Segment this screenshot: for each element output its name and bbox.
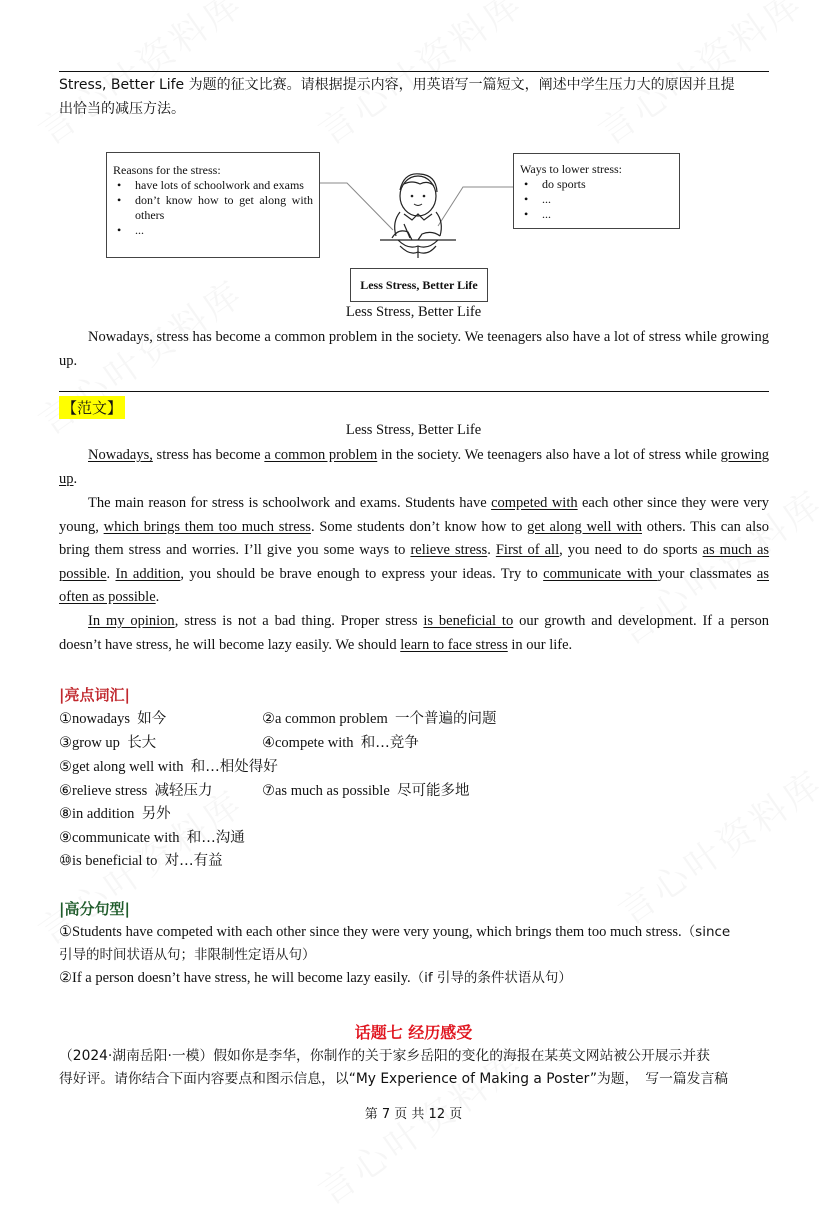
diagram-title-box — [350, 268, 488, 302]
highlighted-phrase: In my opinion — [88, 613, 175, 629]
prompt-title: Less Stress, Better Life — [345, 304, 482, 320]
vocab-english: as much as possible — [275, 783, 398, 799]
reason-item: • don’t know how to get along with others — [135, 193, 313, 223]
vocab-english: in addition — [72, 806, 142, 822]
highlighted-phrase: growing up — [59, 447, 769, 487]
sentence-2-text: ②If a person doesn’t have stress, he will become lazy easily. — [59, 970, 411, 986]
vocab-chinese: 减轻压力 — [154, 783, 213, 799]
highlighted-phrase: as much as possible — [59, 542, 770, 582]
essay-text: The main reason for stress is schoolwork and exams. Students have — [88, 495, 492, 511]
vocab-chinese: 另外 — [141, 806, 171, 822]
vocab-english: a common problem — [275, 711, 396, 727]
vocab-number: ① — [59, 711, 72, 727]
page-footer: 第 7 页 共 12 页 — [364, 1107, 463, 1122]
vocab-number: ④ — [262, 735, 275, 751]
vocab-chinese: 和…相处得好 — [190, 759, 278, 775]
essay-text: stress has become — [152, 447, 265, 463]
sentence-2-note: （if 引导的条件状语从句） — [410, 970, 572, 986]
sentence-1-note-cont: 引导的时间状语从句；非限制性定语从句） — [59, 947, 316, 963]
highlighted-phrase: communicate with — [543, 565, 658, 582]
sentence-1-text: ①Students have competed with each other since they were very young, which brings them too much stress. — [59, 924, 682, 940]
vocab-number: ⑥ — [59, 783, 72, 799]
reason-item: • ... — [135, 223, 313, 238]
vocab-item — [262, 779, 470, 800]
vocab-number: ③ — [59, 735, 72, 751]
essay-text: our growth and development. If a person doesn’t have stress, he will become lazy easily. We should — [59, 613, 769, 653]
sentence-2 — [59, 967, 769, 990]
sentence-1-note: （since — [681, 924, 731, 940]
vocab-chinese: 一个普遍的问题 — [395, 711, 497, 727]
vocab-number: ⑦ — [262, 783, 275, 799]
highlighted-phrase: is beneficial to — [423, 613, 514, 629]
vocab-heading: |亮点词汇| — [59, 686, 130, 704]
essay-text: . — [487, 542, 496, 558]
reason-item: • have lots of schoolwork and exams — [135, 178, 313, 193]
model-essay-tag: 【范文】 — [59, 396, 125, 419]
sentence-1 — [59, 921, 769, 944]
vocab-chinese: 长大 — [127, 735, 157, 751]
intro-text: Stress, Better Life 为题的征文比赛。请根据提示内容，用英语写一篇短文，阐述中学生压力大的原因并且提 — [59, 77, 735, 93]
vocab-number: ⑨ — [59, 830, 72, 846]
model-paragraph-2 — [59, 492, 769, 610]
essay-text: each other since they were very young, — [59, 495, 769, 535]
highlighted-phrase: In addition — [115, 565, 181, 582]
highlighted-phrase: relieve stress — [410, 542, 488, 558]
ways-heading: Ways to lower stress: — [520, 162, 623, 176]
vocab-number: ⑩ — [59, 853, 72, 869]
highlighted-phrase: learn to face stress — [400, 636, 508, 653]
next-topic-line-2: 得好评。请你结合下面内容要点和图示信息，以“My Experience of Making a Poster”为题， 写一篇发言稿 — [59, 1071, 729, 1087]
vocab-number: ② — [262, 711, 275, 727]
highlighted-phrase: competed with — [491, 495, 578, 511]
vocab-english: is beneficial to — [72, 853, 165, 869]
vocab-item — [59, 707, 166, 728]
highlighted-phrase: as often as possible — [59, 565, 770, 605]
diagram-title: Less Stress, Better Life — [360, 277, 478, 292]
essay-text: others. This can also bring them stress and worries. I’ll give you some ways to — [59, 518, 770, 558]
highlighted-phrase: get along well with — [527, 518, 642, 535]
vocab-english: communicate with — [72, 830, 187, 846]
way-item: • do sports — [542, 177, 673, 192]
model-paragraph-3 — [59, 610, 769, 657]
highlighted-phrase: which brings them too much stress — [103, 518, 311, 535]
vocab-english: compete with — [275, 735, 361, 751]
vocab-chinese: 和…竞争 — [360, 735, 419, 751]
vocab-item — [59, 779, 213, 800]
vocab-item — [59, 731, 156, 752]
vocab-number: ⑧ — [59, 806, 72, 822]
vocab-item — [262, 731, 419, 752]
answer-divider — [59, 391, 769, 392]
vocab-item — [262, 707, 497, 728]
way-item: • ... — [542, 207, 673, 222]
vocab-chinese: 和…沟通 — [186, 830, 245, 846]
essay-text: . — [155, 589, 160, 605]
vocab-item — [59, 849, 223, 870]
watermark — [607, 756, 827, 935]
essay-text: . — [73, 470, 78, 487]
essay-text: , you should be brave enough to express your ideas. Try to — [180, 565, 544, 582]
essay-text: in the society. We teenagers also have a lot of stress while — [377, 447, 721, 463]
way-item: • ... — [542, 192, 673, 207]
vocab-chinese: 尽可能多地 — [397, 783, 470, 799]
next-topic-line-1: （2024·湖南岳阳·一模）假如你是李华，你制作的关于家乡岳阳的变化的海报在某英文网站被公开展示并获 — [59, 1048, 710, 1064]
vocab-english: relieve stress — [72, 783, 155, 799]
prompt-opening: Nowadays, stress has become a common problem in the society. We teenagers also have a lot of stress while growing up. — [59, 329, 769, 369]
essay-text: , stress is not a bad thing. Proper stress — [174, 613, 424, 629]
essay-text: in our life. — [507, 636, 573, 653]
sentences-heading: |高分句型| — [59, 900, 130, 918]
next-topic-title: 话题七 经历感受 — [354, 1023, 473, 1042]
vocab-english: get along well with — [72, 759, 191, 775]
essay-text: . Some students don’t know how to — [310, 518, 528, 535]
vocab-chinese: 如今 — [137, 711, 167, 727]
vocab-item — [59, 755, 278, 776]
highlighted-phrase: Nowadays, — [88, 447, 153, 463]
vocab-item — [59, 802, 171, 823]
model-essay-title: Less Stress, Better Life — [345, 422, 482, 438]
essay-text: . — [106, 565, 116, 582]
vocab-number: ⑤ — [59, 759, 72, 775]
essay-text: your classmates — [657, 565, 757, 582]
student-writing-illustration — [0, 0, 827, 300]
intro-text: 出恰当的减压方法。 — [59, 101, 185, 117]
highlighted-phrase: a common problem — [264, 447, 378, 463]
vocab-chinese: 对…有益 — [164, 853, 223, 869]
highlighted-phrase: First of all — [495, 542, 560, 558]
essay-text: , you need to do sports — [559, 542, 703, 558]
reasons-heading: Reasons for the stress: — [113, 163, 221, 177]
vocab-english: nowadays — [72, 711, 138, 727]
vocab-item — [59, 826, 245, 847]
vocab-english: grow up — [72, 735, 128, 751]
model-paragraph-1 — [59, 444, 769, 491]
